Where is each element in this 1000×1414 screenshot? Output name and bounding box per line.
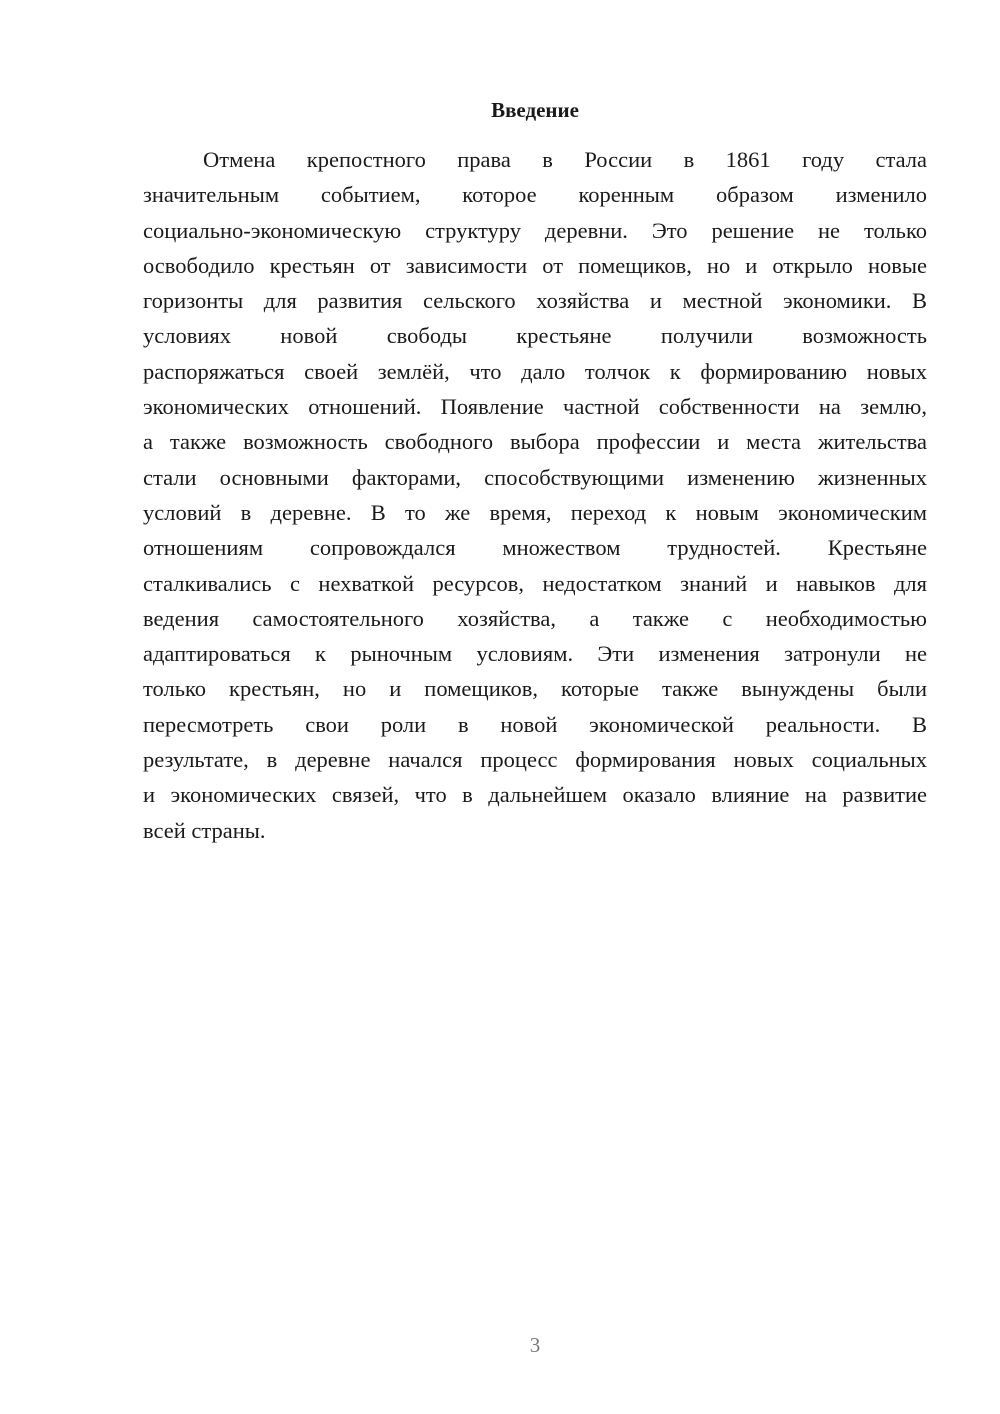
text-line: освободило крестьян от зависимости от помещиков, но и открыло новые [143,252,927,278]
text-line: адаптироваться к рыночным условиям. Эти изменения затронули не [143,641,927,667]
text-line: результате, в деревне начался процесс формирования новых социальных [143,747,927,773]
text-line: Отмена крепостного права в России в 1861 году стала [203,147,927,172]
text-line: и экономических связей, что в дальнейшем оказало влияние на развитие [143,782,927,808]
text-line: сталкивались с нехваткой ресурсов, недостатком знаний и навыков для [143,570,927,596]
text-line: отношениям сопровождался множеством трудностей. Крестьяне [143,535,927,561]
text-line: горизонты для развития сельского хозяйства и местной экономики. В [143,288,927,314]
text-line: пересмотреть свои роли в новой экономической реальности. В [143,711,927,737]
text-line: условиях новой свободы крестьяне получили возможность [143,323,927,349]
text-line: условий в деревне. В то же время, переход к новым экономическим [143,499,927,525]
text-line: социально-экономическую структуру деревни. Это решение не только [143,217,927,243]
text-line: экономических отношений. Появление частной собственности на землю, [143,394,927,420]
text-line: распоряжаться своей землёй, что дало толчок к формированию новых [143,358,927,384]
text-line: стали основными факторами, способствующими изменению жизненных [143,464,927,490]
text-line: только крестьян, но и помещиков, которые также вынуждены были [143,676,927,702]
page-number: 3 [529,1333,541,1357]
text-line: значительным событием, которое коренным образом изменило [143,182,927,208]
section-title: Введение [491,98,579,122]
body-paragraph [143,145,927,851]
text-line: а также возможность свободного выбора профессии и места жительства [143,429,927,455]
text-line: всей страны. [143,817,266,843]
text-line: ведения самостоятельного хозяйства, а также с необходимостью [143,605,927,631]
